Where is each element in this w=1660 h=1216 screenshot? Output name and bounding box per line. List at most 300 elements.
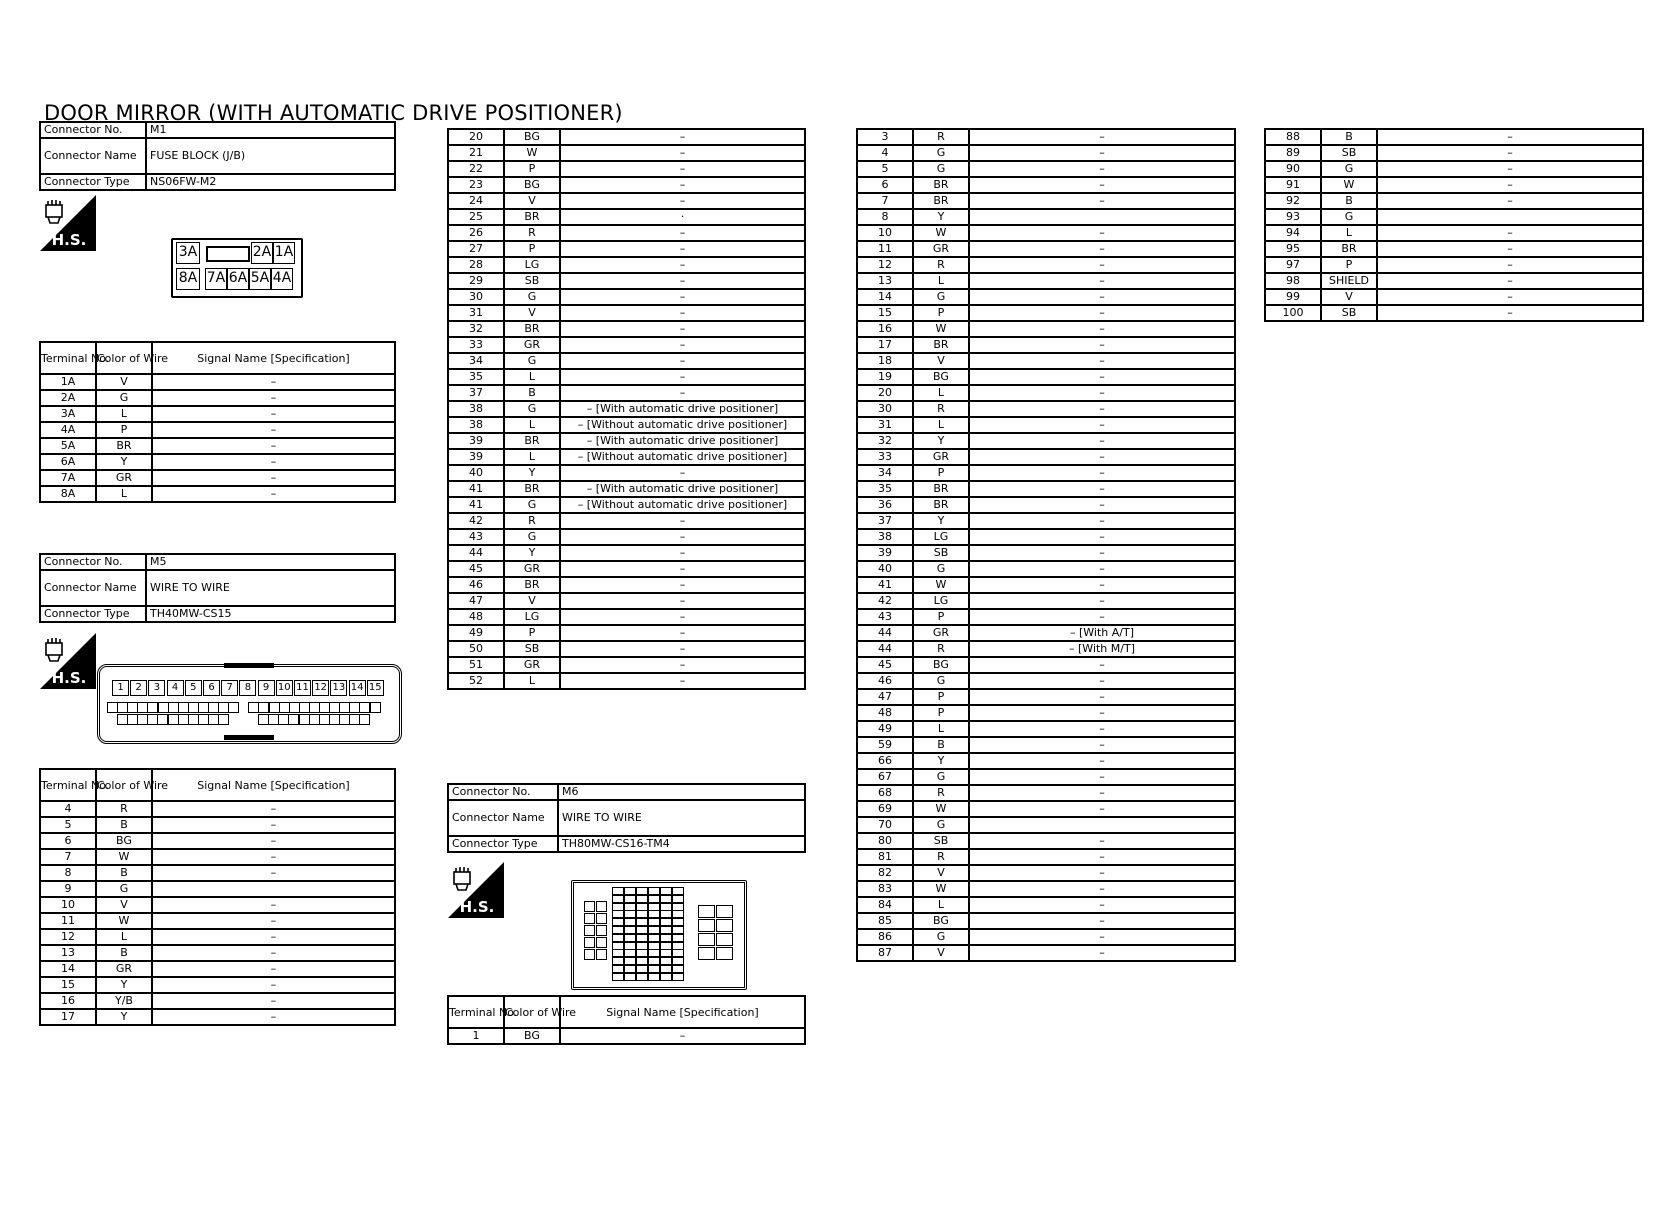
- m5-pin-cell: [218, 714, 229, 725]
- wire-color-cell: P: [913, 689, 969, 705]
- wire-color-cell: BR: [504, 577, 560, 593]
- table-row: [448, 657, 805, 673]
- signal-name-cell: –: [560, 609, 805, 625]
- signal-name-cell: –: [969, 353, 1235, 369]
- signal-name-cell: [1377, 209, 1643, 225]
- m6-pin-cell: [660, 910, 672, 918]
- signal-name-cell: –: [560, 593, 805, 609]
- m6-pin-cell: [624, 910, 636, 918]
- signal-name-cell: –: [969, 577, 1235, 593]
- m5-pin: 15: [367, 680, 384, 696]
- wire-color-cell: Y: [96, 1009, 152, 1025]
- terminal-no-cell: 29: [448, 273, 504, 289]
- table-row: [448, 401, 805, 417]
- wire-color-cell: G: [96, 390, 152, 406]
- m6-pin-cell: [716, 905, 733, 918]
- terminal-no-cell: 4A: [40, 422, 96, 438]
- m6-pin-cell: [612, 887, 624, 895]
- table-row: [857, 289, 1235, 305]
- terminal-no-cell: 91: [1265, 177, 1321, 193]
- wire-color-cell: L: [96, 406, 152, 422]
- table-row: [40, 961, 395, 977]
- m6-pin-cell: [636, 887, 648, 895]
- table-row: [857, 513, 1235, 529]
- wire-color-cell: G: [913, 673, 969, 689]
- table-row: [857, 689, 1235, 705]
- terminal-no-cell: 33: [857, 449, 913, 465]
- m6-terminal-table-continued-2: [1264, 128, 1644, 322]
- table-row: [857, 337, 1235, 353]
- wire-color-cell: P: [913, 705, 969, 721]
- harness-side-icon: [40, 195, 96, 251]
- table-row: [448, 241, 805, 257]
- terminal-no-cell: 93: [1265, 209, 1321, 225]
- wire-color-cell: BR: [913, 337, 969, 353]
- signal-name-cell: –: [560, 577, 805, 593]
- m1-pin: 6A: [227, 268, 249, 290]
- table-row: [857, 897, 1235, 913]
- table-row: [448, 593, 805, 609]
- terminal-no-cell: 38: [857, 529, 913, 545]
- m5-pin: 14: [349, 680, 366, 696]
- m6-pin-cell: [648, 965, 660, 973]
- signal-name-cell: –: [969, 177, 1235, 193]
- signal-name-cell: –: [1377, 257, 1643, 273]
- wire-color-cell: V: [913, 353, 969, 369]
- signal-name-cell: –: [1377, 289, 1643, 305]
- connector-no-value: M5: [146, 554, 395, 570]
- terminal-no-cell: 49: [448, 625, 504, 641]
- terminal-no-cell: 10: [857, 225, 913, 241]
- m6-pin-cell: [672, 934, 684, 942]
- wire-color-cell: R: [913, 401, 969, 417]
- terminal-no-cell: 89: [1265, 145, 1321, 161]
- m6-pin-cell: [672, 949, 684, 957]
- table-row: [857, 497, 1235, 513]
- m6-pin-cell: [636, 934, 648, 942]
- m5-pin: 5: [185, 680, 202, 696]
- connector-no-label: Connector No.: [40, 554, 146, 570]
- table-row: [448, 609, 805, 625]
- terminal-no-header: Terminal No.: [40, 769, 96, 801]
- m6-pin-cell: [584, 937, 595, 948]
- m6-pin-cell: [660, 895, 672, 903]
- table-row: [448, 497, 805, 513]
- wire-color-cell: G: [913, 561, 969, 577]
- m6-pin-cell: [672, 926, 684, 934]
- signal-name-cell: –: [969, 449, 1235, 465]
- terminal-no-cell: 20: [857, 385, 913, 401]
- terminal-no-cell: 18: [857, 353, 913, 369]
- table-row: [857, 785, 1235, 801]
- m6-pin-cell: [612, 910, 624, 918]
- signal-name-cell: –: [560, 353, 805, 369]
- m6-pin-cell: [636, 895, 648, 903]
- wire-color-cell: B: [913, 737, 969, 753]
- signal-name-cell: –: [969, 225, 1235, 241]
- signal-name-cell: –: [969, 945, 1235, 961]
- signal-name-cell: –: [969, 545, 1235, 561]
- terminal-no-cell: 32: [448, 321, 504, 337]
- wire-color-cell: B: [96, 817, 152, 833]
- wire-color-cell: Y: [504, 465, 560, 481]
- signal-name-cell: –: [560, 177, 805, 193]
- table-row: [857, 753, 1235, 769]
- wire-color-cell: GR: [504, 337, 560, 353]
- terminal-no-cell: 43: [448, 529, 504, 545]
- table-row: [40, 977, 395, 993]
- wire-color-cell: W: [96, 913, 152, 929]
- wire-color-cell: G: [913, 929, 969, 945]
- terminal-no-cell: 20: [448, 129, 504, 145]
- signal-name-cell: –: [969, 561, 1235, 577]
- connector-type-label: Connector Type: [40, 606, 146, 622]
- wire-color-cell: R: [913, 257, 969, 273]
- table-row: [857, 561, 1235, 577]
- signal-name-cell: ·: [560, 209, 805, 225]
- wire-color-cell: L: [504, 449, 560, 465]
- signal-name-cell: –: [969, 609, 1235, 625]
- wire-color-cell: R: [913, 641, 969, 657]
- signal-name-cell: –: [560, 273, 805, 289]
- signal-name-cell: –: [969, 369, 1235, 385]
- wire-color-cell: V: [504, 193, 560, 209]
- table-row: [857, 225, 1235, 241]
- terminal-no-cell: 32: [857, 433, 913, 449]
- table-row: [857, 545, 1235, 561]
- connector-type-value: TH80MW-CS16-TM4: [558, 836, 805, 852]
- terminal-no-cell: 41: [857, 577, 913, 593]
- wire-color-cell: R: [913, 785, 969, 801]
- wire-color-cell: L: [504, 417, 560, 433]
- terminal-no-cell: 39: [448, 449, 504, 465]
- signal-name-cell: –: [969, 529, 1235, 545]
- table-row: [448, 561, 805, 577]
- m6-pin-cell: [636, 918, 648, 926]
- connector-no-label: Connector No.: [448, 784, 558, 800]
- m1-latch: [206, 246, 250, 262]
- signal-name-cell: –: [152, 422, 395, 438]
- signal-name-cell: –: [152, 961, 395, 977]
- signal-name-cell: –: [560, 625, 805, 641]
- terminal-no-cell: 38: [448, 417, 504, 433]
- table-row: [448, 369, 805, 385]
- signal-name-cell: –: [560, 289, 805, 305]
- terminal-no-cell: 88: [1265, 129, 1321, 145]
- table-row: [1265, 257, 1643, 273]
- terminal-no-cell: 17: [40, 1009, 96, 1025]
- signal-name-cell: –: [152, 1009, 395, 1025]
- m5-info-table: [39, 553, 396, 623]
- wire-color-cell: G: [504, 529, 560, 545]
- m5-pin: 13: [330, 680, 347, 696]
- wire-color-cell: BR: [504, 209, 560, 225]
- m6-pin-cell: [648, 910, 660, 918]
- signal-name-cell: –: [969, 881, 1235, 897]
- wire-color-cell: R: [913, 849, 969, 865]
- table-row: [448, 177, 805, 193]
- signal-name-cell: –: [152, 374, 395, 390]
- table-row: [857, 449, 1235, 465]
- m6-pin-cell: [648, 973, 660, 981]
- terminal-no-cell: 44: [857, 641, 913, 657]
- signal-name-cell: –: [969, 913, 1235, 929]
- signal-name-cell: –: [152, 454, 395, 470]
- table-row: [857, 353, 1235, 369]
- terminal-no-cell: 47: [448, 593, 504, 609]
- signal-name-cell: –: [560, 657, 805, 673]
- table-row: [1265, 129, 1643, 145]
- terminal-no-cell: 11: [857, 241, 913, 257]
- wire-color-cell: W: [504, 145, 560, 161]
- terminal-no-cell: 4: [857, 145, 913, 161]
- table-row: [1265, 241, 1643, 257]
- m6-pin-cell: [648, 934, 660, 942]
- wire-color-cell: BR: [913, 193, 969, 209]
- signal-name-cell: – [With M/T]: [969, 641, 1235, 657]
- wire-color-cell: R: [96, 801, 152, 817]
- terminal-no-cell: 48: [448, 609, 504, 625]
- wire-color-cell: P: [913, 305, 969, 321]
- m6-pin-cell: [698, 933, 715, 946]
- signal-name-cell: –: [969, 769, 1235, 785]
- wire-color-cell: SB: [504, 641, 560, 657]
- signal-name-cell: –: [969, 337, 1235, 353]
- m6-pin-cell: [636, 910, 648, 918]
- wire-color-cell: W: [913, 577, 969, 593]
- table-row: [857, 209, 1235, 225]
- wire-color-cell: Y: [913, 513, 969, 529]
- m1-pin: 1A: [273, 242, 295, 264]
- table-row: [448, 209, 805, 225]
- signal-name-cell: –: [969, 657, 1235, 673]
- wire-color-cell: BR: [96, 438, 152, 454]
- table-row: [1265, 193, 1643, 209]
- wire-color-cell: W: [913, 225, 969, 241]
- terminal-no-cell: 22: [448, 161, 504, 177]
- table-row: [857, 673, 1235, 689]
- terminal-no-cell: 41: [448, 481, 504, 497]
- table-row: [857, 321, 1235, 337]
- connector-no-value: M1: [146, 122, 395, 138]
- signal-name-cell: –: [560, 545, 805, 561]
- table-row: [448, 641, 805, 657]
- table-row: [40, 929, 395, 945]
- signal-name-cell: –: [560, 145, 805, 161]
- connector-type-label: Connector Type: [448, 836, 558, 852]
- wire-color-cell: L: [913, 385, 969, 401]
- terminal-no-cell: 4: [40, 801, 96, 817]
- signal-name-cell: –: [969, 145, 1235, 161]
- wire-color-cell: B: [1321, 193, 1377, 209]
- wire-color-cell: Y: [913, 209, 969, 225]
- table-row: [448, 529, 805, 545]
- m6-pin-cell: [624, 973, 636, 981]
- terminal-no-cell: 39: [857, 545, 913, 561]
- wire-color-cell: BR: [913, 177, 969, 193]
- m6-pin-cell: [636, 949, 648, 957]
- terminal-no-cell: 15: [40, 977, 96, 993]
- table-row: [40, 422, 395, 438]
- table-row: [448, 305, 805, 321]
- signal-name-cell: –: [969, 497, 1235, 513]
- wire-color-cell: BR: [913, 481, 969, 497]
- connector-type-value: TH40MW-CS15: [146, 606, 395, 622]
- connector-name-label: Connector Name: [40, 138, 146, 174]
- wire-color-cell: G: [504, 289, 560, 305]
- signal-name-cell: –: [152, 865, 395, 881]
- signal-name-cell: –: [969, 241, 1235, 257]
- wire-color-cell: V: [1321, 289, 1377, 305]
- table-row: [40, 801, 395, 817]
- table-row: [448, 161, 805, 177]
- terminal-no-cell: 92: [1265, 193, 1321, 209]
- m6-pin-cell: [612, 934, 624, 942]
- wire-color-cell: G: [913, 817, 969, 833]
- wire-color-cell: BR: [913, 497, 969, 513]
- table-row: [448, 545, 805, 561]
- wire-color-cell: V: [96, 897, 152, 913]
- wire-color-cell: P: [504, 241, 560, 257]
- signal-name-cell: –: [560, 641, 805, 657]
- table-row: [857, 529, 1235, 545]
- wire-color-cell: Y: [96, 977, 152, 993]
- m6-pin-cell: [596, 937, 607, 948]
- signal-name-cell: –: [969, 929, 1235, 945]
- m6-pin-cell: [624, 957, 636, 965]
- table-row: [448, 433, 805, 449]
- table-row: [40, 438, 395, 454]
- wire-color-cell: GR: [96, 961, 152, 977]
- table-row: [448, 145, 805, 161]
- m6-pin-cell: [672, 957, 684, 965]
- signal-name-cell: –: [969, 321, 1235, 337]
- m6-pin-cell: [624, 887, 636, 895]
- terminal-no-cell: 8: [857, 209, 913, 225]
- signal-name-cell: –: [969, 481, 1235, 497]
- harness-side-icon: [40, 633, 96, 689]
- m5-pin-cell: [370, 702, 381, 713]
- terminal-no-cell: 46: [448, 577, 504, 593]
- terminal-no-cell: 41: [448, 497, 504, 513]
- terminal-no-cell: 30: [448, 289, 504, 305]
- table-row: [448, 673, 805, 689]
- signal-name-cell: –: [969, 161, 1235, 177]
- terminal-no-cell: 14: [857, 289, 913, 305]
- wire-color-cell: R: [913, 129, 969, 145]
- wire-color-cell: L: [96, 486, 152, 502]
- signal-name-cell: –: [152, 977, 395, 993]
- signal-name-cell: –: [560, 129, 805, 145]
- signal-name-cell: –: [560, 513, 805, 529]
- wire-color-cell: P: [913, 609, 969, 625]
- table-row: [40, 945, 395, 961]
- terminal-no-cell: 7: [40, 849, 96, 865]
- table-row: [448, 193, 805, 209]
- signal-name-cell: –: [1377, 129, 1643, 145]
- m6-pin-cell: [612, 957, 624, 965]
- terminal-no-cell: 13: [857, 273, 913, 289]
- wire-color-cell: G: [96, 881, 152, 897]
- m6-pin-cell: [636, 926, 648, 934]
- table-row: [857, 241, 1235, 257]
- wire-color-cell: GR: [913, 241, 969, 257]
- m6-pin-cell: [672, 942, 684, 950]
- terminal-no-cell: 44: [857, 625, 913, 641]
- terminal-no-cell: 49: [857, 721, 913, 737]
- table-row: [448, 481, 805, 497]
- wire-color-cell: GR: [96, 470, 152, 486]
- m6-pin-cell: [612, 949, 624, 957]
- table-row: [1265, 225, 1643, 241]
- m6-pin-cell: [596, 913, 607, 924]
- wire-color-cell: G: [1321, 209, 1377, 225]
- signal-name-cell: – [Without automatic drive positioner]: [560, 497, 805, 513]
- m6-pin-cell: [660, 918, 672, 926]
- page-title: DOOR MIRROR (WITH AUTOMATIC DRIVE POSITIONER): [44, 101, 623, 125]
- m6-pin-cell: [660, 965, 672, 973]
- terminal-no-cell: 85: [857, 913, 913, 929]
- table-row: [857, 177, 1235, 193]
- signal-name-cell: –: [969, 689, 1235, 705]
- terminal-no-cell: 6: [40, 833, 96, 849]
- terminal-no-cell: 1: [448, 1028, 504, 1044]
- wire-color-cell: GR: [913, 449, 969, 465]
- table-row: [857, 625, 1235, 641]
- m6-pin-cell: [672, 887, 684, 895]
- signal-name-cell: –: [152, 390, 395, 406]
- signal-name-header: Signal Name [Specification]: [560, 996, 805, 1028]
- terminal-no-cell: 33: [448, 337, 504, 353]
- table-row: [448, 1028, 805, 1044]
- wire-color-cell: G: [504, 401, 560, 417]
- table-row: [40, 486, 395, 502]
- wire-color-cell: BG: [504, 177, 560, 193]
- wire-color-cell: BG: [504, 1028, 560, 1044]
- signal-name-cell: –: [969, 401, 1235, 417]
- table-row: [857, 881, 1235, 897]
- wire-color-cell: W: [913, 321, 969, 337]
- wire-color-cell: GR: [504, 657, 560, 673]
- terminal-no-cell: 28: [448, 257, 504, 273]
- wire-color-cell: GR: [913, 625, 969, 641]
- terminal-no-cell: 2A: [40, 390, 96, 406]
- m6-pin-cell: [660, 942, 672, 950]
- signal-name-cell: –: [969, 593, 1235, 609]
- m5-pin: 3: [148, 680, 165, 696]
- m6-pin-cell: [636, 965, 648, 973]
- wire-color-cell: BR: [504, 433, 560, 449]
- signal-name-cell: –: [1377, 161, 1643, 177]
- terminal-no-cell: 44: [448, 545, 504, 561]
- signal-name-cell: –: [560, 321, 805, 337]
- wire-color-cell: P: [504, 161, 560, 177]
- m6-pin-cell: [660, 957, 672, 965]
- m6-pin-cell: [612, 918, 624, 926]
- hs-badge: H.S.: [459, 898, 495, 916]
- wire-color-cell: SHIELD: [1321, 273, 1377, 289]
- terminal-no-cell: 13: [40, 945, 96, 961]
- terminal-no-cell: 87: [857, 945, 913, 961]
- m5-pin: 4: [167, 680, 184, 696]
- m6-pin-cell: [624, 895, 636, 903]
- table-row: [40, 993, 395, 1009]
- signal-name-cell: –: [152, 929, 395, 945]
- signal-name-cell: –: [1377, 241, 1643, 257]
- m5-pin-cell: [228, 702, 239, 713]
- m6-pin-cell: [596, 925, 607, 936]
- m5-pin: 2: [130, 680, 147, 696]
